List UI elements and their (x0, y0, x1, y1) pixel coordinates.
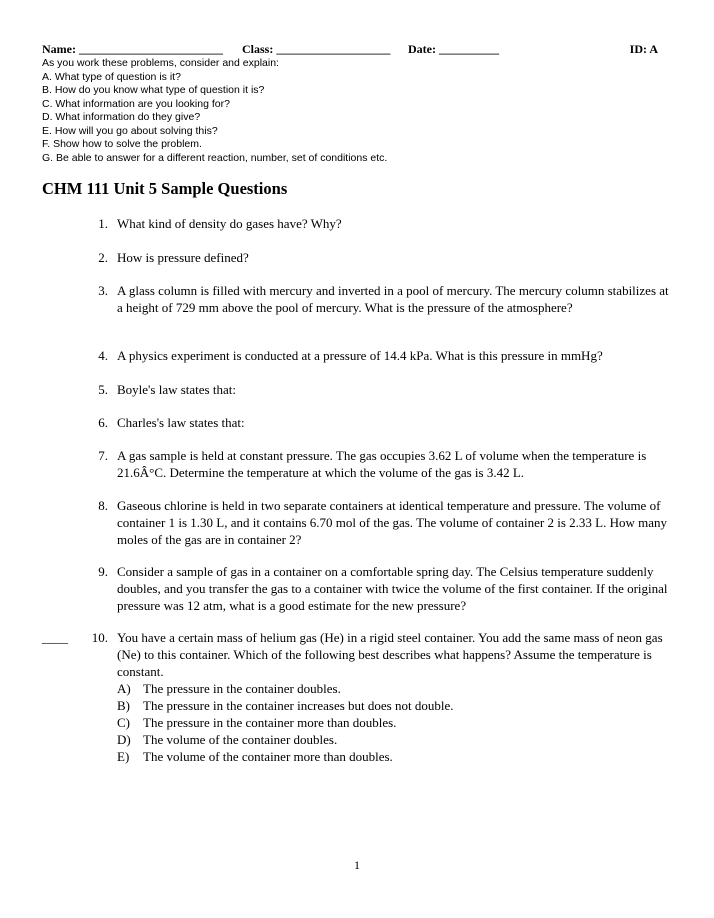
choice-text: The pressure in the container more than doubles. (143, 715, 397, 730)
question-number: 8. (98, 498, 108, 513)
answer-choice (117, 731, 677, 748)
instructions-block (42, 57, 682, 165)
page-number: 1 (354, 858, 360, 872)
choice-letter: A) (117, 681, 131, 696)
question-number: 9. (98, 564, 108, 579)
question-text: Gaseous chlorine is held in two separate containers at identical temperature and pressure. The volume of container 1 is 1.30 L, and it contains 6.70 mol of the gas. The volume of container 2 is 2.33 L. How many moles of the gas are in container 2? (117, 498, 667, 547)
instruction-line: As you work these problems, consider and explain: (42, 57, 279, 69)
question-text: What kind of density do gases have? Why? (117, 216, 342, 231)
name-field-label: Name: ________________________ (42, 42, 223, 56)
question-text: Charles's law states that: (117, 415, 245, 430)
choice-text: The volume of the container more than doubles. (143, 749, 393, 764)
student-info-header (42, 42, 658, 56)
answer-choice (117, 680, 677, 697)
instruction-line: E. How will you go about solving this? (42, 124, 218, 137)
instruction-line: B. How do you know what type of question it is? (42, 84, 265, 96)
question-text: How is pressure defined? (117, 250, 249, 265)
choice-letter: C) (117, 715, 130, 730)
question-text: A physics experiment is conducted at a pressure of 14.4 kPa. What is this pressure in mmHg? (117, 348, 603, 363)
answer-blank[interactable]: ____ (42, 630, 68, 645)
question-number: 10. (91, 630, 108, 645)
choice-letter: D) (117, 732, 131, 747)
question-number: 4. (98, 348, 108, 363)
instruction-line: F. Show how to solve the problem. (42, 138, 202, 150)
choice-text: The volume of the container doubles. (143, 732, 338, 747)
answer-choices (117, 680, 677, 765)
question-number: 2. (98, 250, 108, 265)
answer-choice (117, 748, 677, 765)
question-number: 7. (98, 448, 108, 463)
page-title: CHM 111 Unit 5 Sample Questions (42, 179, 288, 198)
id-label: ID: A (629, 42, 658, 56)
question-number: 3. (98, 283, 108, 298)
choice-letter: B) (117, 698, 130, 713)
instruction-line: D. What information do they give? (42, 111, 201, 123)
choice-letter: E) (117, 749, 130, 764)
question-text: A glass column is filled with mercury and inverted in a pool of mercury. The mercury column stabilizes at a height of 729 mm above the pool of mercury. What is the pressure of the atmosphere? (117, 283, 669, 315)
choice-text: The pressure in the container doubles. (143, 681, 341, 696)
instruction-line: C. What information are you looking for? (42, 97, 230, 110)
question-text: Boyle's law states that: (117, 382, 236, 397)
instruction-line: G. Be able to answer for a different reaction, number, set of conditions etc. (42, 151, 388, 164)
answer-choice (117, 697, 677, 714)
instruction-line: A. What type of question is it? (42, 70, 181, 83)
choice-text: The pressure in the container increases but does not double. (143, 698, 454, 713)
question-number: 1. (98, 216, 108, 231)
question-number: 6. (98, 415, 108, 430)
class-field-label: Class: ___________________ (242, 42, 391, 56)
question-text: A gas sample is held at constant pressure. The gas occupies 3.62 L of volume when the temperature is 21.6Â°C. Determine the temperature at which the volume of the gas is 3.42 L. (117, 448, 647, 480)
date-field-label: Date: __________ (408, 42, 499, 56)
answer-choice (117, 714, 677, 731)
question-text: Consider a sample of gas in a container on a comfortable spring day. The Celsius temperature suddenly doubles, and you transfer the gas to a container with twice the volume of the first container. If the original pressure was 12 atm, what is a good estimate for the new pressure? (117, 564, 668, 613)
question-number: 5. (98, 382, 108, 397)
question-text: You have a certain mass of helium gas (He) in a rigid steel container. You add the same mass of neon gas (Ne) to this container. Which of the following best describes what happens? Assume the temperature is constant. (117, 630, 663, 679)
